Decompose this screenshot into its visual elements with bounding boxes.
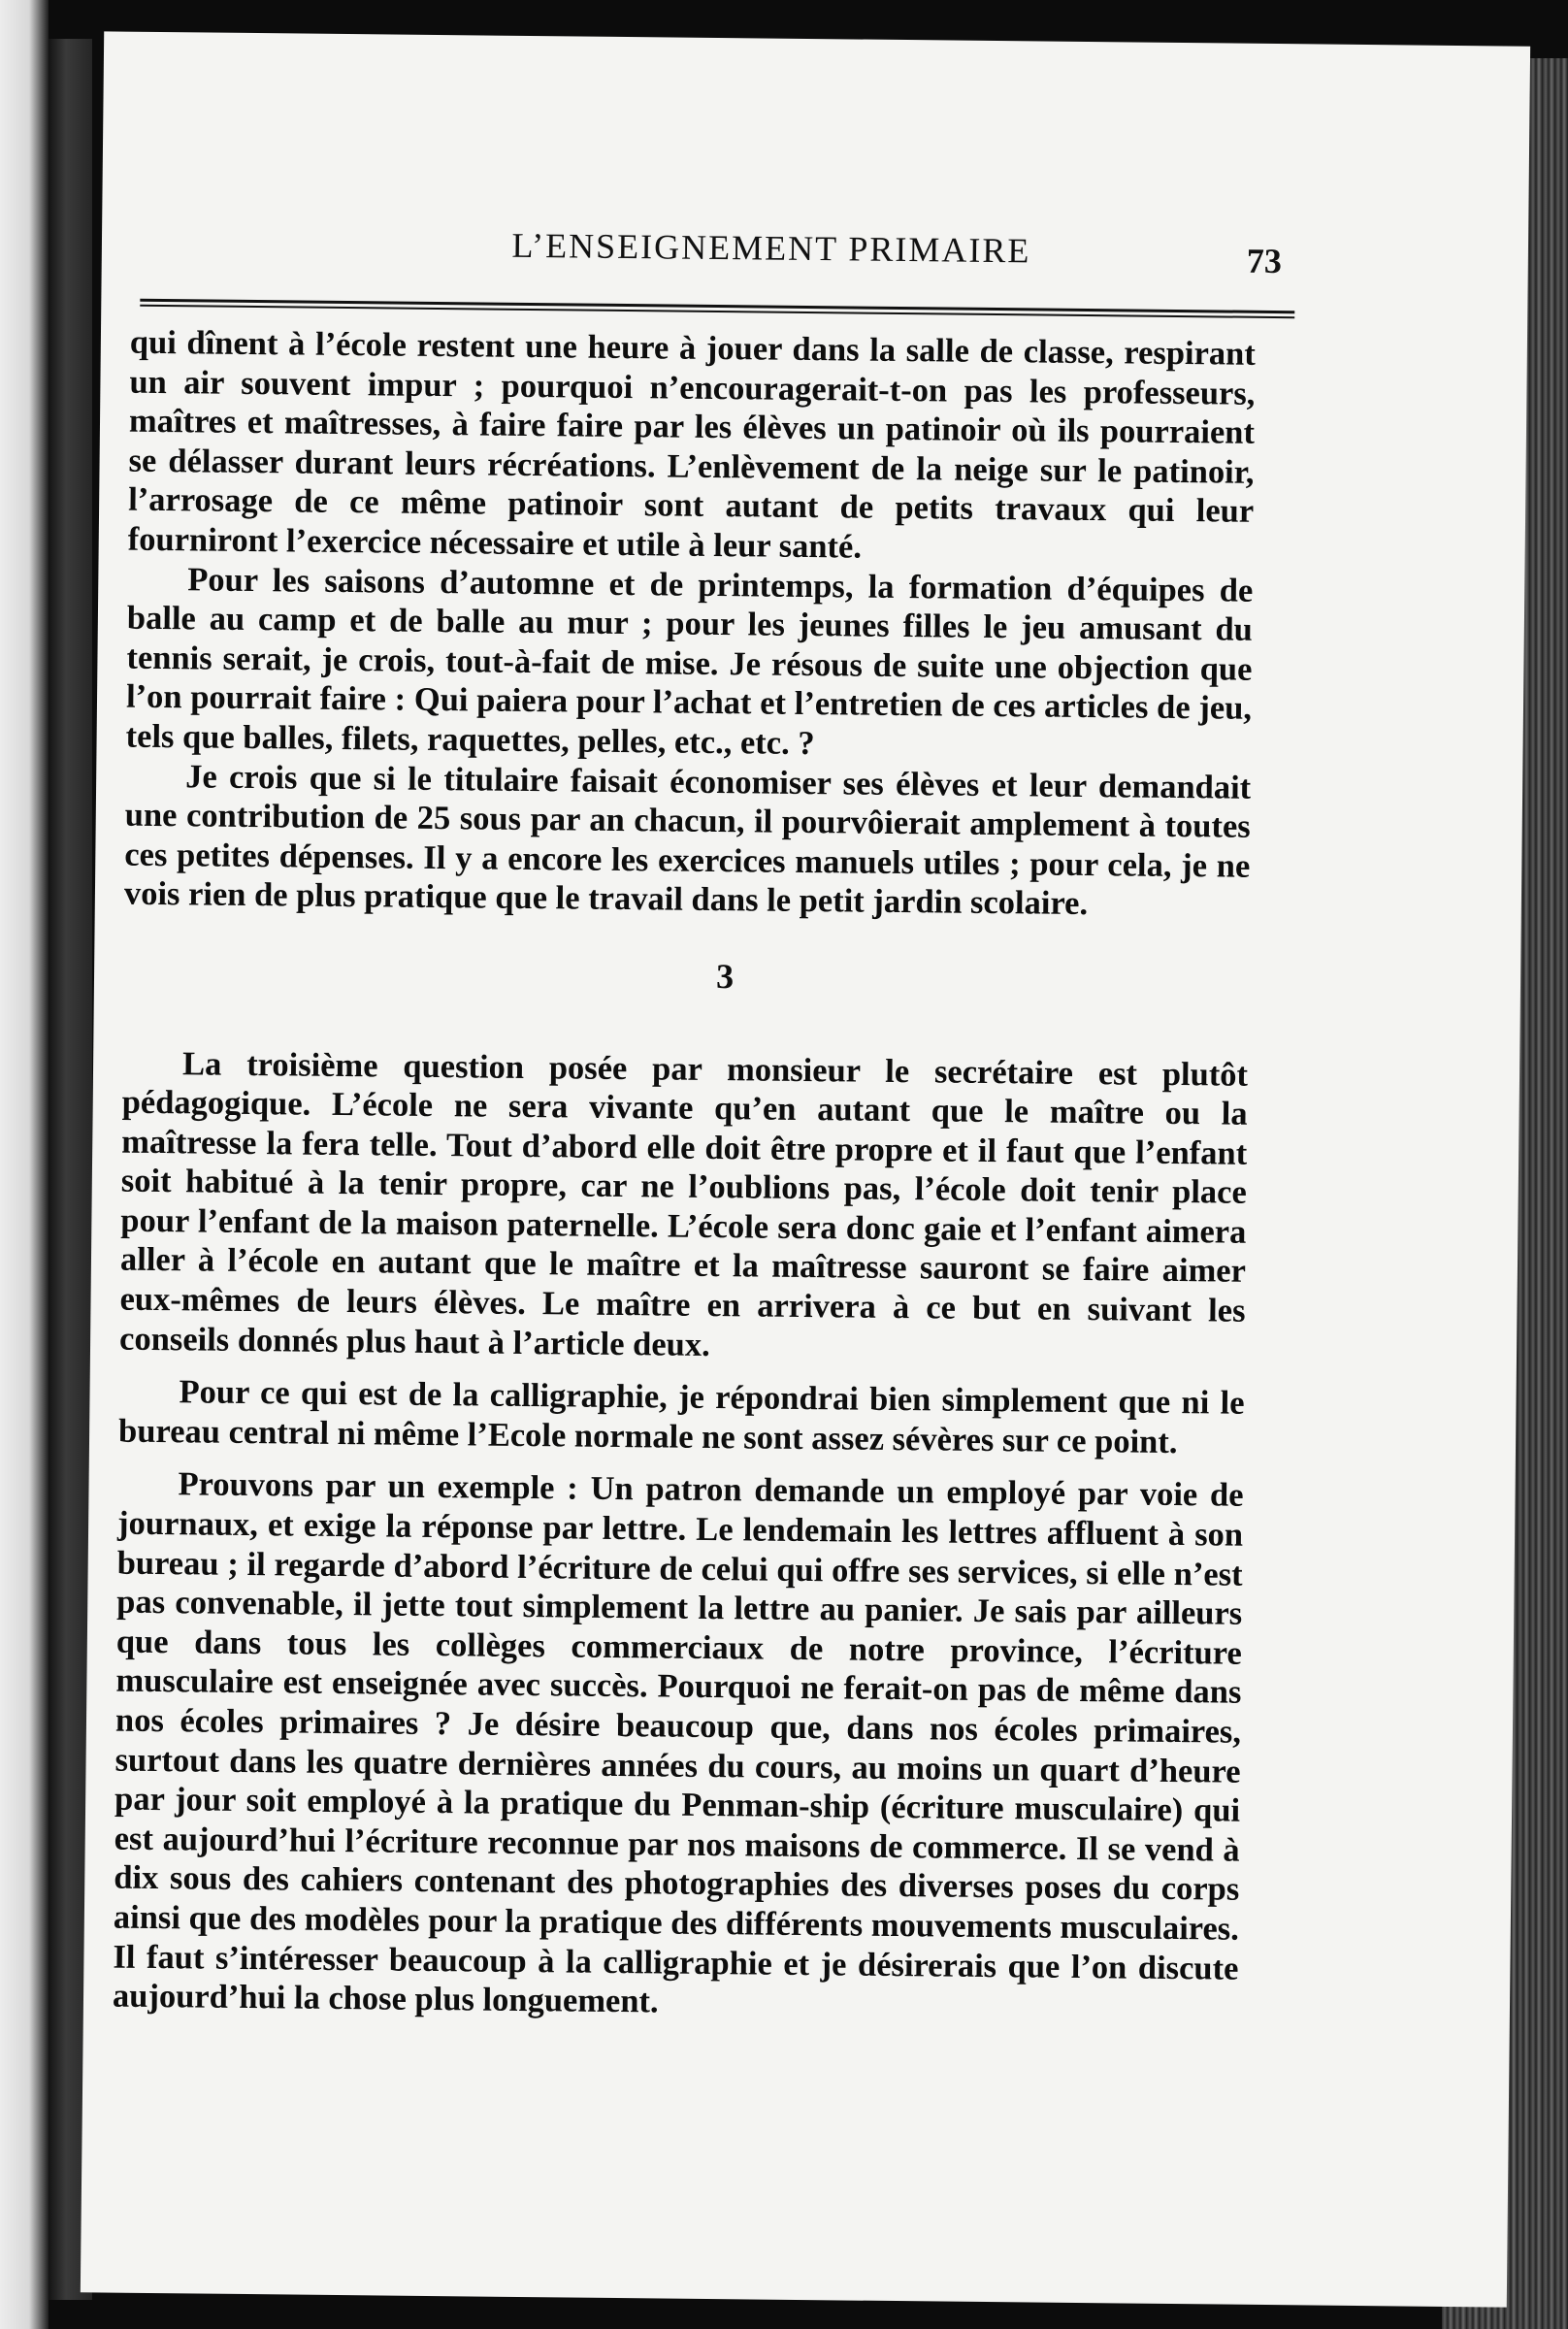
paragraph: Pour ce qui est de la calligraphie, je répondrai bien simplement que ni le bureau central ni même l’Ecole normale ne sont assez sévères sur ce point. [117, 1373, 1245, 1460]
section-number: 3 [715, 956, 735, 997]
paragraph: Pour les saisons d’automne et de printemps, la formation d’équipes de balle au camp et de balle au mur ; pour les jeunes filles le jeu amusant du tennis serait, je crois, tout-à-fait de mise. Je résous de suite une objection que l’on pourrait faire : Qui paiera pour l’achat et l’entretien de ces articles de jeu, tels que balles, filets, raquettes, pelles, etc., etc. ? [125, 560, 1254, 763]
paragraph: Je crois que si le titulaire faisait économiser ses élèves et leur demandait une contribution de 25 sous par an chacun, il pourvôierait amplement à toutes ces petites dépenses. Il y a encore les exercices manuels utiles ; pour cela, je ne vois rien de plus pratique que le travail dans le petit jardin scolaire. [123, 757, 1252, 923]
page-number: 73 [1246, 241, 1283, 281]
header-rule [140, 299, 1294, 318]
page-body [113, 323, 1256, 2028]
page-header [101, 220, 1528, 303]
paragraph: qui dînent à l’école restent une heure à jouer dans la salle de classe, respirant un air souvent impur ; pourquoi n’encouragerait-t-on pas les professeurs, maîtres et maîtresses, à faire faire par les élèves un patinoir où ils pourraient se délasser durant leurs récréations. L’enlèvement de la neige sur le patinoir, l’arrosage de ce même patinoir sont autant de petits travaux qui leur fourniront l’exercice nécessaire et utile à leur santé. [127, 323, 1257, 566]
book-page [81, 31, 1530, 2307]
paragraph: La troisième question posée par monsieur le secrétaire est plutôt pédagogique. L’école ne sera vivante qu’en autant que le maître ou la maîtresse la fera telle. Tout d’abord elle doit être propre et il faut que l’enfant soit habitué à la tenir propre, car ne l’oublions pas, l’école doit tenir place pour l’enfant de la maison paternelle. L’école sera donc gaie et l’enfant aimera aller à l’école en autant que le maître et la maîtresse sauront se faire aimer eux-mêmes de leurs élèves. Le maître en arrivera à ce but en suivant les conseils donnés plus haut à l’article deux. [118, 1044, 1249, 1363]
facing-page-strip [0, 0, 49, 2329]
paragraph: Prouvons par un exemple : Un patron demande un employé par voie de journaux, et exige la réponse par lettre. Le lendemain les lettres affluent à son bureau ; il regarde d’abord l’écriture de celui qui offre ses services, si elle n’est pas convenable, il jette tout simplement la lettre au panier. Je sais par ailleurs que dans tous les collèges commerciaux de notre province, l’écriture musculaire est enseignée avec succès. Pourquoi ne ferait-on pas de même dans nos écoles primaires ? Je désire beaucoup que, dans nos écoles primaires, surtout dans les quatre dernières années du cours, au moins un quart d’heure par jour soit employé à la pratique du Penman-ship (écriture musculaire) qui est aujourd’hui l’écriture reconnue par nos maisons de commerce. Il se vend à dix sous des cahiers contenant des photographies des diverses poses du corps ainsi que des modèles pour la pratique des différents mouvements musculaires. Il faut s’intéresser beaucoup à la calligraphie et je désirerais que l’on discute aujourd’hui la chose plus longuement. [112, 1465, 1244, 2020]
running-title: L’ENSEIGNEMENT PRIMAIRE [511, 225, 1031, 271]
